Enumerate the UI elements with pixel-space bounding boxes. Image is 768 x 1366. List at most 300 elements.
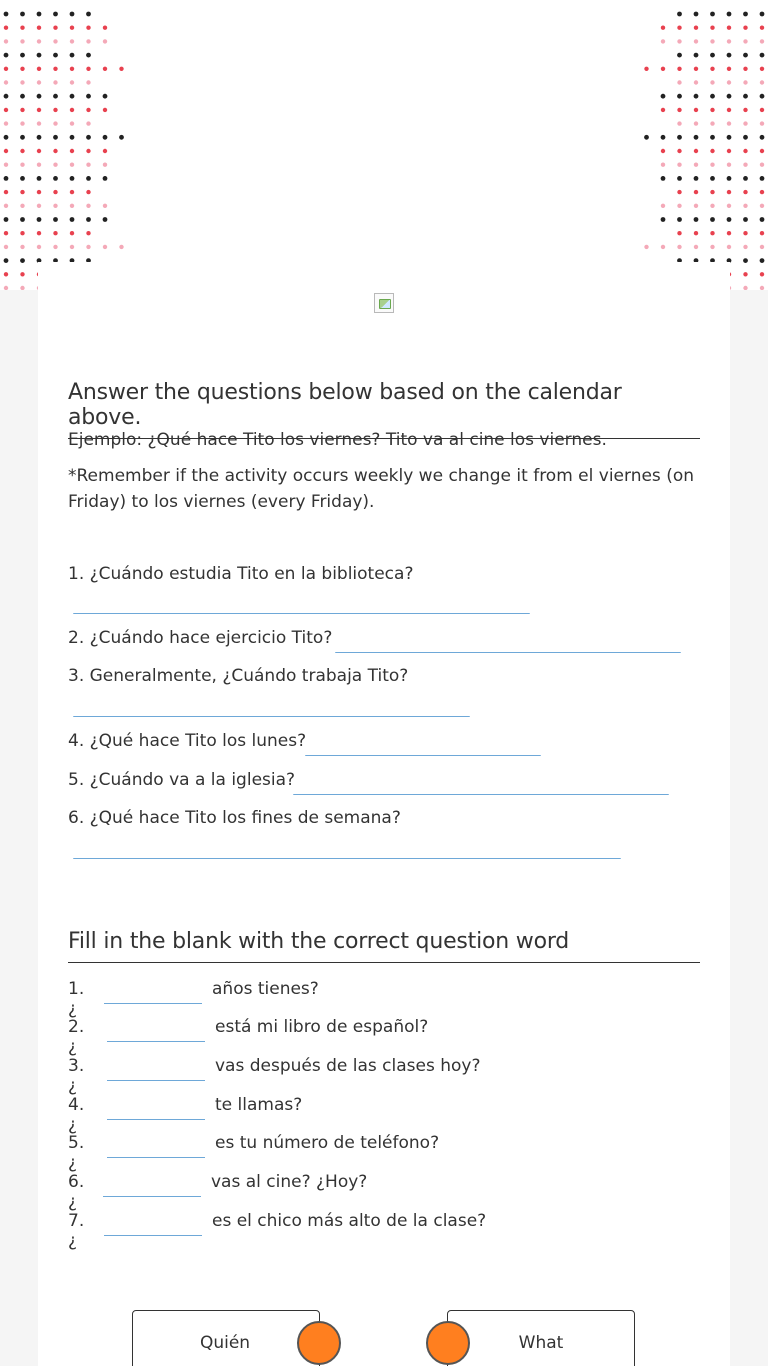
polka-dot <box>727 121 731 125</box>
polka-dot <box>743 39 747 43</box>
polka-dot <box>661 94 666 99</box>
polka-dot <box>694 108 698 112</box>
polka-dot <box>743 190 747 194</box>
match-connector-left[interactable] <box>297 1321 341 1365</box>
polka-dot <box>53 12 58 17</box>
answer-field-2[interactable] <box>335 652 681 653</box>
polka-dot <box>53 176 58 181</box>
polka-dot <box>694 231 698 235</box>
polka-dot <box>694 121 698 125</box>
fill-blank-field[interactable] <box>103 1196 201 1197</box>
polka-dot <box>4 286 8 290</box>
polka-dot <box>760 231 764 235</box>
polka-dot <box>710 39 714 43</box>
polka-dot <box>677 26 681 30</box>
polka-dot <box>743 204 747 208</box>
polka-dot <box>70 163 74 167</box>
polka-dot <box>760 39 764 43</box>
polka-dot <box>760 94 765 99</box>
polka-dot <box>694 245 698 249</box>
polka-dot <box>20 245 24 249</box>
polka-dot <box>661 108 665 112</box>
polka-dot <box>661 163 665 167</box>
match-card-label: Quién <box>199 1333 251 1353</box>
polka-dot <box>119 67 123 71</box>
section-title-answer-questions: Answer the questions below based on the calendar above. <box>68 380 700 439</box>
polka-dot <box>53 190 57 194</box>
question-5: 5. ¿Cuándo va a la iglesia? <box>68 770 296 790</box>
polka-dot <box>760 67 764 71</box>
polka-dot <box>103 108 107 112</box>
polka-dot <box>644 245 648 249</box>
polka-dot <box>4 204 8 208</box>
polka-dot <box>727 53 732 58</box>
polka-dot <box>4 217 9 222</box>
polka-dot <box>20 80 24 84</box>
polka-dot <box>694 39 698 43</box>
polka-dot <box>86 94 91 99</box>
polka-dot <box>37 245 41 249</box>
polka-dot <box>86 217 91 222</box>
match-card-quien[interactable] <box>132 1310 320 1366</box>
fill-item-text: vas al cine? ¿Hoy? <box>211 1172 368 1192</box>
polka-dot <box>103 163 107 167</box>
fill-item-text: vas después de las clases hoy? <box>215 1056 481 1076</box>
polka-dot <box>20 26 24 30</box>
polka-dot <box>661 39 665 43</box>
polka-dot <box>743 53 748 58</box>
polka-dot <box>677 204 681 208</box>
polka-dot <box>677 176 682 181</box>
polka-dot <box>53 149 57 153</box>
answer-field-3[interactable] <box>73 716 470 717</box>
polka-dot <box>20 272 24 276</box>
polka-dot <box>743 245 747 249</box>
polka-dot <box>760 121 764 125</box>
polka-dot <box>4 149 8 153</box>
polka-dot <box>70 217 75 222</box>
polka-dot <box>53 163 57 167</box>
polka-dot <box>37 94 42 99</box>
match-card-what[interactable] <box>447 1310 635 1366</box>
polka-dot <box>37 12 42 17</box>
fill-blank-field[interactable] <box>107 1157 205 1158</box>
polka-dot <box>677 53 682 58</box>
polka-dot <box>70 108 74 112</box>
polka-dot <box>710 176 715 181</box>
polka-dot <box>37 26 41 30</box>
polka-dot <box>86 53 91 58</box>
polka-dot <box>710 80 714 84</box>
polka-dot <box>70 53 75 58</box>
polka-dot <box>710 163 714 167</box>
polka-dot <box>4 163 8 167</box>
polka-dot <box>760 258 765 263</box>
example-text: Ejemplo: ¿Qué hace Tito los viernes? Tito va al cine los viernes. <box>68 430 607 450</box>
fill-item-number: 7. ¿ <box>68 1211 85 1251</box>
match-card-label: What <box>518 1333 564 1353</box>
polka-dot-decoration-right <box>638 0 768 290</box>
polka-dot <box>70 204 74 208</box>
polka-dot <box>727 67 731 71</box>
polka-dot <box>743 258 748 263</box>
polka-dot <box>20 135 25 140</box>
polka-dot <box>103 176 108 181</box>
fill-item-text: años tienes? <box>212 979 319 999</box>
polka-dot <box>694 53 699 58</box>
polka-dot <box>86 245 90 249</box>
question-2: 2. ¿Cuándo hace ejercicio Tito? <box>68 628 333 648</box>
polka-dot <box>760 149 764 153</box>
section-title-fill-blank: Fill in the blank with the correct question word <box>68 929 700 963</box>
polka-dot <box>37 39 41 43</box>
polka-dot <box>760 272 764 276</box>
polka-dot <box>743 217 748 222</box>
polka-dot <box>37 231 41 235</box>
polka-dot <box>70 94 75 99</box>
polka-dot <box>743 26 747 30</box>
polka-dot <box>727 135 732 140</box>
polka-dot <box>53 217 58 222</box>
polka-dot <box>70 135 75 140</box>
polka-dot <box>20 286 24 290</box>
polka-dot <box>694 149 698 153</box>
polka-dot <box>760 217 765 222</box>
polka-dot <box>103 204 107 208</box>
polka-dot <box>743 163 747 167</box>
polka-dot <box>53 108 57 112</box>
polka-dot <box>86 108 90 112</box>
fill-item-number: 1. ¿ <box>68 979 85 1019</box>
polka-dot <box>743 149 747 153</box>
polka-dot <box>20 12 25 17</box>
polka-dot <box>694 26 698 30</box>
polka-dot <box>4 108 8 112</box>
fill-blank-field[interactable] <box>104 1003 202 1004</box>
polka-dot <box>760 190 764 194</box>
polka-dot <box>37 217 42 222</box>
polka-dot <box>760 26 764 30</box>
polka-dot <box>4 272 8 276</box>
polka-dot <box>53 204 57 208</box>
question-1: 1. ¿Cuándo estudia Tito en la biblioteca? <box>68 564 414 584</box>
polka-dot <box>694 135 699 140</box>
polka-dot <box>727 12 732 17</box>
polka-dot <box>4 258 9 263</box>
polka-dot <box>53 94 58 99</box>
polka-dot <box>694 94 699 99</box>
polka-dot <box>727 204 731 208</box>
polka-dot <box>710 12 715 17</box>
polka-dot <box>760 108 764 112</box>
polka-dot <box>37 108 41 112</box>
polka-dot <box>743 286 747 290</box>
polka-dot <box>677 245 681 249</box>
polka-dot <box>70 245 74 249</box>
polka-dot <box>86 163 90 167</box>
fill-item-number: 2. ¿ <box>68 1017 85 1057</box>
polka-dot <box>677 135 682 140</box>
polka-dot <box>710 67 714 71</box>
polka-dot <box>661 67 665 71</box>
polka-dot <box>677 108 681 112</box>
polka-dot <box>37 149 41 153</box>
polka-dot <box>20 121 24 125</box>
note-line-2: Friday) to los viernes (every Friday). <box>68 492 375 512</box>
polka-dot <box>710 121 714 125</box>
question-6: 6. ¿Qué hace Tito los fines de semana? <box>68 808 401 828</box>
polka-dot <box>694 217 699 222</box>
polka-dot <box>710 217 715 222</box>
polka-dot <box>661 245 665 249</box>
polka-dot <box>37 163 41 167</box>
polka-dot <box>53 135 58 140</box>
answer-field-4[interactable] <box>305 755 541 756</box>
polka-dot <box>677 12 682 17</box>
polka-dot <box>53 245 57 249</box>
polka-dot <box>37 121 41 125</box>
polka-dot <box>710 190 714 194</box>
polka-dot <box>677 67 681 71</box>
polka-dot <box>743 121 747 125</box>
match-connector-right[interactable] <box>426 1321 470 1365</box>
polka-dot <box>53 67 57 71</box>
fill-blank-field[interactable] <box>107 1080 205 1081</box>
polka-dot <box>727 176 732 181</box>
polka-dot <box>710 204 714 208</box>
polka-dot <box>86 80 90 84</box>
polka-dot <box>20 190 24 194</box>
polka-dot <box>70 149 74 153</box>
polka-dot <box>37 204 41 208</box>
polka-dot <box>4 245 8 249</box>
polka-dot <box>86 39 90 43</box>
polka-dot <box>4 53 9 58</box>
polka-dot <box>661 217 666 222</box>
polka-dot <box>86 121 90 125</box>
polka-dot <box>710 53 715 58</box>
polka-dot <box>70 67 74 71</box>
polka-dot <box>694 176 699 181</box>
polka-dot <box>743 94 748 99</box>
polka-dot <box>53 39 57 43</box>
polka-dot <box>20 94 25 99</box>
polka-dot <box>727 245 731 249</box>
answer-field-6[interactable] <box>73 858 621 859</box>
polka-dot <box>677 149 681 153</box>
polka-dot <box>70 176 75 181</box>
polka-dot <box>743 80 747 84</box>
polka-dot <box>694 163 698 167</box>
polka-dot <box>760 204 764 208</box>
polka-dot <box>86 176 91 181</box>
polka-dot <box>103 245 107 249</box>
polka-dot <box>760 245 764 249</box>
polka-dot <box>677 39 681 43</box>
polka-dot <box>644 67 648 71</box>
polka-dot <box>20 67 24 71</box>
polka-dot <box>86 149 90 153</box>
polka-dot <box>20 108 24 112</box>
polka-dot <box>727 108 731 112</box>
polka-dot <box>727 80 731 84</box>
polka-dot <box>20 53 25 58</box>
polka-dot <box>644 135 649 140</box>
polka-dot <box>710 108 714 112</box>
answer-field-5[interactable] <box>293 794 669 795</box>
polka-dot <box>103 149 107 153</box>
polka-dot <box>20 176 25 181</box>
polka-dot <box>4 39 8 43</box>
polka-dot <box>70 121 74 125</box>
polka-dot <box>677 94 682 99</box>
polka-dot <box>743 231 747 235</box>
polka-dot <box>20 231 24 235</box>
polka-dot <box>103 217 108 222</box>
polka-dot <box>4 80 8 84</box>
fill-item-number: 5. ¿ <box>68 1133 85 1173</box>
polka-dot <box>727 217 732 222</box>
polka-dot <box>743 272 747 276</box>
polka-dot <box>37 80 41 84</box>
polka-dot <box>70 26 74 30</box>
polka-dot <box>4 190 8 194</box>
fill-item-number: 4. ¿ <box>68 1095 85 1135</box>
polka-dot <box>70 80 74 84</box>
polka-dot <box>677 80 681 84</box>
polka-dot <box>760 53 765 58</box>
polka-dot <box>86 67 90 71</box>
polka-dot <box>677 163 681 167</box>
polka-dot <box>70 39 74 43</box>
polka-dot <box>4 67 8 71</box>
polka-dot <box>710 149 714 153</box>
polka-dot <box>727 39 731 43</box>
polka-dot <box>4 176 9 181</box>
polka-dot <box>727 231 731 235</box>
polka-dot <box>37 135 42 140</box>
polka-dot <box>4 231 8 235</box>
fill-item-text: es el chico más alto de la clase? <box>212 1211 487 1231</box>
polka-dot <box>53 80 57 84</box>
fill-item-text: te llamas? <box>215 1095 303 1115</box>
polka-dot <box>4 12 9 17</box>
polka-dot <box>710 245 714 249</box>
polka-dot <box>661 204 665 208</box>
polka-dot <box>710 231 714 235</box>
polka-dot <box>710 135 715 140</box>
polka-dot <box>53 121 57 125</box>
polka-dot <box>103 135 108 140</box>
polka-dot <box>760 163 764 167</box>
polka-dot <box>37 176 42 181</box>
fill-item-text: es tu número de teléfono? <box>215 1133 440 1153</box>
polka-dot <box>86 204 90 208</box>
polka-dot <box>694 12 699 17</box>
polka-dot <box>661 176 666 181</box>
polka-dot <box>677 121 681 125</box>
polka-dot <box>103 67 107 71</box>
polka-dot <box>70 231 74 235</box>
polka-dot <box>4 94 9 99</box>
polka-dot <box>86 135 91 140</box>
polka-dot <box>20 204 24 208</box>
fill-item-number: 3. ¿ <box>68 1056 85 1096</box>
polka-dot-decoration-left <box>0 0 130 290</box>
polka-dot <box>727 163 731 167</box>
polka-dot <box>694 190 698 194</box>
fill-blank-field[interactable] <box>107 1119 205 1120</box>
polka-dot <box>743 12 748 17</box>
polka-dot <box>677 190 681 194</box>
polka-dot <box>727 94 732 99</box>
fill-item-text: está mi libro de español? <box>215 1017 429 1037</box>
polka-dot <box>760 286 764 290</box>
polka-dot <box>119 135 124 140</box>
polka-dot <box>119 245 123 249</box>
polka-dot <box>694 204 698 208</box>
polka-dot <box>710 26 714 30</box>
polka-dot <box>760 176 765 181</box>
polka-dot <box>53 231 57 235</box>
answer-field-1[interactable] <box>73 613 530 614</box>
polka-dot <box>86 231 90 235</box>
polka-dot <box>760 12 765 17</box>
polka-dot <box>727 190 731 194</box>
polka-dot <box>20 149 24 153</box>
fill-blank-field[interactable] <box>104 1235 202 1236</box>
polka-dot <box>37 53 42 58</box>
polka-dot <box>20 163 24 167</box>
polka-dot <box>86 12 91 17</box>
polka-dot <box>743 135 748 140</box>
fill-item-number: 6.¿ <box>68 1172 85 1212</box>
polka-dot <box>661 149 665 153</box>
polka-dot <box>661 26 665 30</box>
calendar-image-icon <box>374 293 394 313</box>
polka-dot <box>4 26 8 30</box>
polka-dot <box>727 149 731 153</box>
polka-dot <box>20 217 25 222</box>
polka-dot <box>20 258 25 263</box>
polka-dot <box>37 67 41 71</box>
polka-dot <box>760 135 765 140</box>
polka-dot <box>743 67 747 71</box>
polka-dot <box>70 12 75 17</box>
polka-dot <box>677 231 681 235</box>
polka-dot <box>727 26 731 30</box>
polka-dot <box>103 94 108 99</box>
polka-dot <box>694 80 698 84</box>
fill-blank-field[interactable] <box>107 1041 205 1042</box>
polka-dot <box>70 190 74 194</box>
polka-dot <box>4 121 8 125</box>
question-4: 4. ¿Qué hace Tito los lunes? <box>68 731 307 751</box>
polka-dot <box>694 67 698 71</box>
polka-dot <box>760 80 764 84</box>
question-3: 3. Generalmente, ¿Cuándo trabaja Tito? <box>68 666 409 686</box>
note-line-1: *Remember if the activity occurs weekly we change it from el viernes (on <box>68 466 694 486</box>
polka-dot <box>743 108 747 112</box>
polka-dot <box>53 53 58 58</box>
polka-dot <box>86 190 90 194</box>
polka-dot <box>86 26 90 30</box>
polka-dot <box>743 176 748 181</box>
polka-dot <box>103 39 107 43</box>
polka-dot <box>677 217 682 222</box>
polka-dot <box>103 26 107 30</box>
polka-dot <box>37 190 41 194</box>
